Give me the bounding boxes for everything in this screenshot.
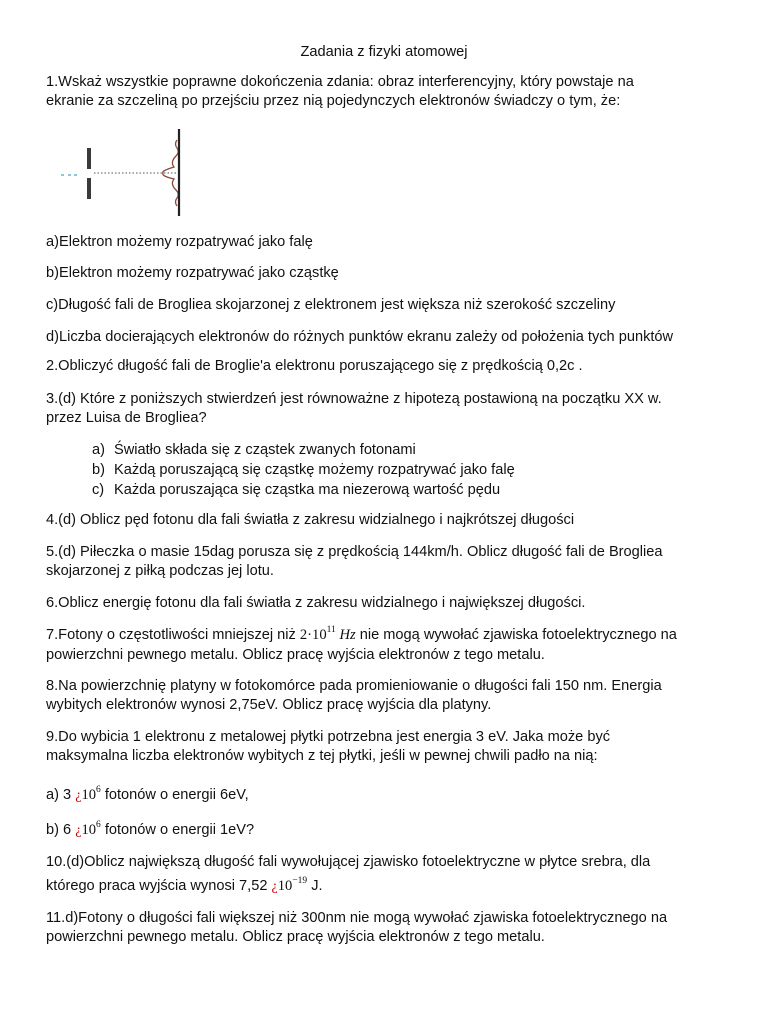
- formula-exponent: 11: [326, 625, 336, 636]
- frequency-formula: [300, 627, 356, 643]
- q11-line1: 11.d)Fotony o długości fali większej niż 300nm nie mogą wywołać zjawiska fotoelektrycznego na: [46, 910, 668, 926]
- document-title: Zadania z fizyki atomowej: [300, 44, 468, 60]
- power-exponent: 6: [96, 785, 101, 796]
- q3-line2: przez Luisa de Brogliea?: [46, 410, 207, 426]
- q7-line1: [46, 626, 736, 644]
- power-base: 10: [277, 878, 293, 894]
- q9a-pre: a) 3: [46, 787, 72, 803]
- list-marker: c): [92, 482, 105, 498]
- broken-symbol-glyph: ¿: [271, 879, 278, 894]
- q5-line1: 5.(d) Piłeczka o masie 15dag porusza się z prędkością 144km/h. Oblicz długość fali de Brogliea: [46, 544, 663, 560]
- formula-coefficient: 2·10: [299, 627, 327, 643]
- q1-option-b: b)Elektron możemy rozpatrywać jako cząstkę: [46, 265, 339, 281]
- q3-item-b: [92, 461, 732, 479]
- power-base: 10: [81, 787, 97, 803]
- slit-barrier-bottom: [87, 178, 91, 199]
- q9-option-a: [46, 786, 736, 805]
- q10-line1: 10.(d)Oblicz największą długość fali wywołującej zjawisko fotoelektryczne w płytce srebra, dla: [46, 854, 651, 870]
- list-item-text: Światło składa się z cząstek zwanych fotonami: [114, 442, 416, 458]
- q9a-post: fotonów o energii 6eV,: [100, 787, 249, 803]
- q9-line2: maksymalna liczba elektronów wybitych z tej płytki, jeśli w pewnej chwili padło na nią:: [46, 748, 598, 764]
- q1-line2: ekranie za szczeliną po przejściu przez nią pojedynczych elektronów świadczy o tym, że:: [46, 93, 621, 109]
- broken-symbol-glyph: ¿: [75, 823, 82, 838]
- q11-line2: powierzchni pewnego metalu. Oblicz pracę wyjścia elektronów z tego metalu.: [46, 929, 545, 945]
- q1-option-c: c)Długość fali de Brogliea skojarzonej z elektronem jest większa niż szerokość szczeliny: [46, 297, 616, 313]
- q9b-post: fotonów o energii 1eV?: [100, 822, 255, 838]
- single-slit-interference-diagram: [58, 126, 188, 218]
- q4-text: 4.(d) Oblicz pęd fotonu dla fali światła z zakresu widzialnego i najkrótszej długości: [46, 512, 575, 528]
- q9-option-b: [46, 821, 736, 840]
- list-item-text: Każda poruszająca się cząstka ma niezerową wartość pędu: [114, 482, 501, 498]
- list-marker: b): [92, 462, 105, 478]
- q1-line1: 1.Wskaż wszystkie poprawne dokończenia zdania: obraz interferencyjny, który powstaje na: [46, 74, 634, 90]
- power-of-ten: [81, 822, 100, 838]
- q6-text: 6.Oblicz energię fotonu dla fali światła z zakresu widzialnego i największej długości.: [46, 595, 586, 611]
- slit-barrier-top: [87, 148, 91, 169]
- broken-symbol-glyph: ¿: [75, 788, 82, 803]
- power-exponent: −19: [292, 876, 308, 887]
- power-exponent: 6: [96, 820, 101, 831]
- q10-post: J.: [307, 878, 323, 894]
- q5-line2: skojarzonej z piłką podczas jej lotu.: [46, 563, 274, 579]
- q9b-pre: b) 6: [46, 822, 72, 838]
- formula-unit: Hz: [339, 627, 356, 643]
- list-item-text: Każdą poruszającą się cząstkę możemy rozpatrywać jako falę: [114, 462, 515, 478]
- q7-text-pre: 7.Fotony o częstotliwości mniejszej niż: [46, 627, 300, 643]
- q3-line1: 3.(d) Które z poniższych stwierdzeń jest równoważne z hipotezą postawioną na początku XX w.: [46, 391, 662, 407]
- q8-line1: 8.Na powierzchnię platyny w fotokomórce pada promieniowanie o długości fali 150 nm. Energia: [46, 678, 662, 694]
- power-base: 10: [81, 822, 97, 838]
- q9-line1: 9.Do wybicia 1 elektronu z metalowej płytki potrzebna jest energia 3 eV. Jaka może być: [46, 729, 611, 745]
- q10-line2: [46, 877, 736, 896]
- q10-pre: którego praca wyjścia wynosi 7,52: [46, 878, 268, 894]
- power-of-ten: [278, 878, 307, 894]
- q8-line2: wybitych elektronów wynosi 2,75eV. Oblicz pracę wyjścia dla platyny.: [46, 697, 492, 713]
- q7-text-post: nie mogą wywołać zjawiska fotoelektrycznego na: [355, 627, 677, 643]
- list-marker: a): [92, 442, 105, 458]
- power-of-ten: [81, 787, 100, 803]
- q7-line2: powierzchni pewnego metalu. Oblicz pracę wyjścia elektronów z tego metalu.: [46, 647, 545, 663]
- q1-option-a: a)Elektron możemy rozpatrywać jako falę: [46, 234, 313, 250]
- q3-item-c: [92, 481, 732, 499]
- q1-option-d: d)Liczba docierających elektronów do różnych punktów ekranu zależy od położenia tych punktów: [46, 329, 674, 345]
- q2-text: 2.Obliczyć długość fali de Broglie'a elektronu poruszającego się z prędkością 0,2c .: [46, 358, 583, 374]
- q3-item-a: [92, 441, 732, 459]
